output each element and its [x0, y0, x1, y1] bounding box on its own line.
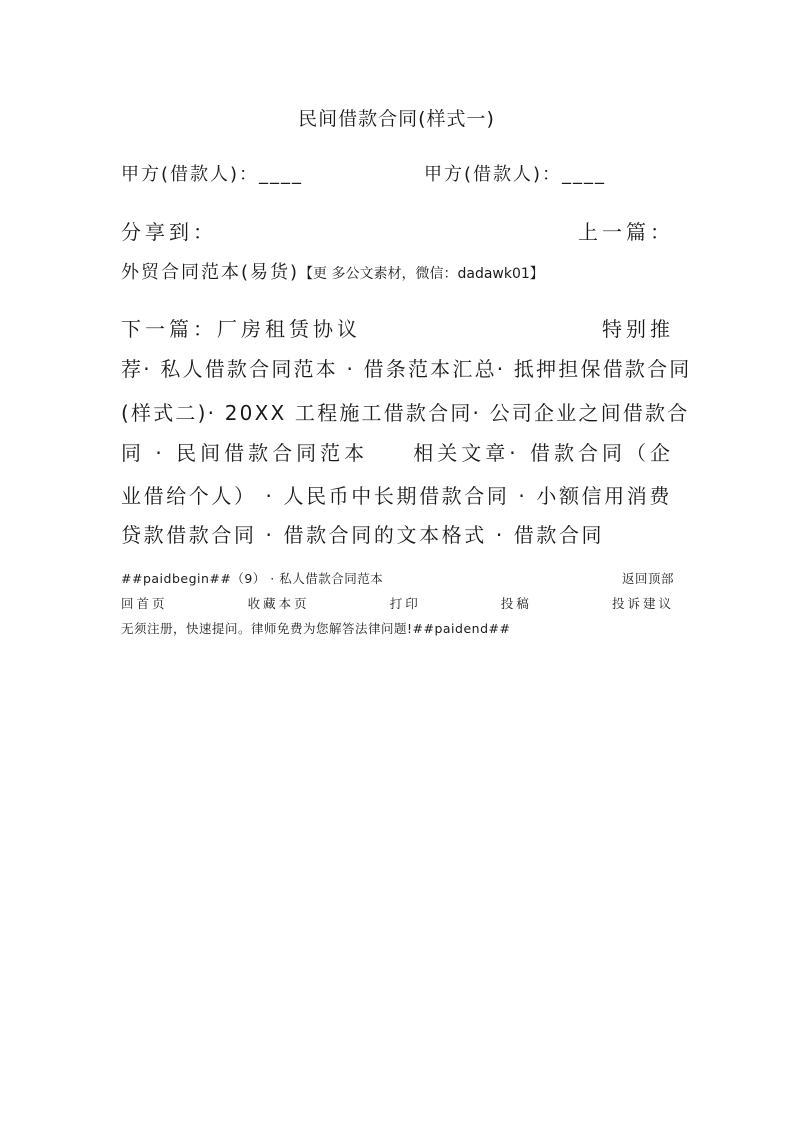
- recommend-heading: 特别推: [602, 317, 674, 341]
- recommend-line-1[interactable]: 荐· 私人借款合同范本 · 借条范本汇总· 抵押担保借款合同: [121, 357, 692, 381]
- share-label: 分享到：: [121, 220, 217, 244]
- prev-label: 上一篇：: [578, 220, 674, 244]
- home-link[interactable]: 回首页: [121, 596, 168, 611]
- recommend-line-3a[interactable]: 同 · 民间借款合同范本: [121, 441, 369, 465]
- document-title: 民间借款合同(样式一): [298, 108, 495, 130]
- complaint-link[interactable]: 投诉建议: [611, 596, 674, 611]
- prev-article-row: [121, 258, 674, 284]
- promo-text: 【更 多公文素材，微信：dadawk01】: [299, 266, 544, 282]
- footer-links: [121, 594, 674, 612]
- footer-note: 无须注册，快速提问。律师免费为您解答法律问题!##paidend##: [121, 621, 511, 636]
- recommend-line-3b[interactable]: 相关文章· 借款合同（企: [413, 441, 674, 465]
- next-article-link[interactable]: 下一篇：厂房租赁协议: [121, 317, 361, 341]
- submit-link[interactable]: 投稿: [500, 596, 532, 611]
- share-row: [121, 216, 674, 245]
- recommend-line-3: [121, 437, 674, 466]
- recommend-line-5[interactable]: 贷款借款合同 · 借款合同的文本格式 · 借款合同: [121, 523, 605, 547]
- party-a-first: 甲方(借款人)：____: [121, 164, 304, 185]
- next-article-row: [121, 313, 674, 342]
- recommend-line-2[interactable]: (样式二)· 20XX 工程施工借款合同· 公司企业之间借款合: [121, 401, 690, 425]
- print-link[interactable]: 打印: [389, 596, 421, 611]
- footer-paid-begin: ##paidbegin##（9） · 私人借款合同范本: [121, 571, 384, 586]
- footer-line-1: [121, 569, 674, 587]
- back-to-top-link[interactable]: 返回顶部: [621, 571, 674, 586]
- prev-article-link[interactable]: 外贸合同范本(易货): [121, 262, 300, 283]
- party-a-second: 甲方(借款人)：____: [424, 164, 607, 185]
- party-row: [121, 160, 674, 186]
- bookmark-link[interactable]: 收藏本页: [247, 596, 310, 611]
- recommend-line-4[interactable]: 业借给个人） · 人民币中长期借款合同 · 小额信用消费: [121, 484, 672, 508]
